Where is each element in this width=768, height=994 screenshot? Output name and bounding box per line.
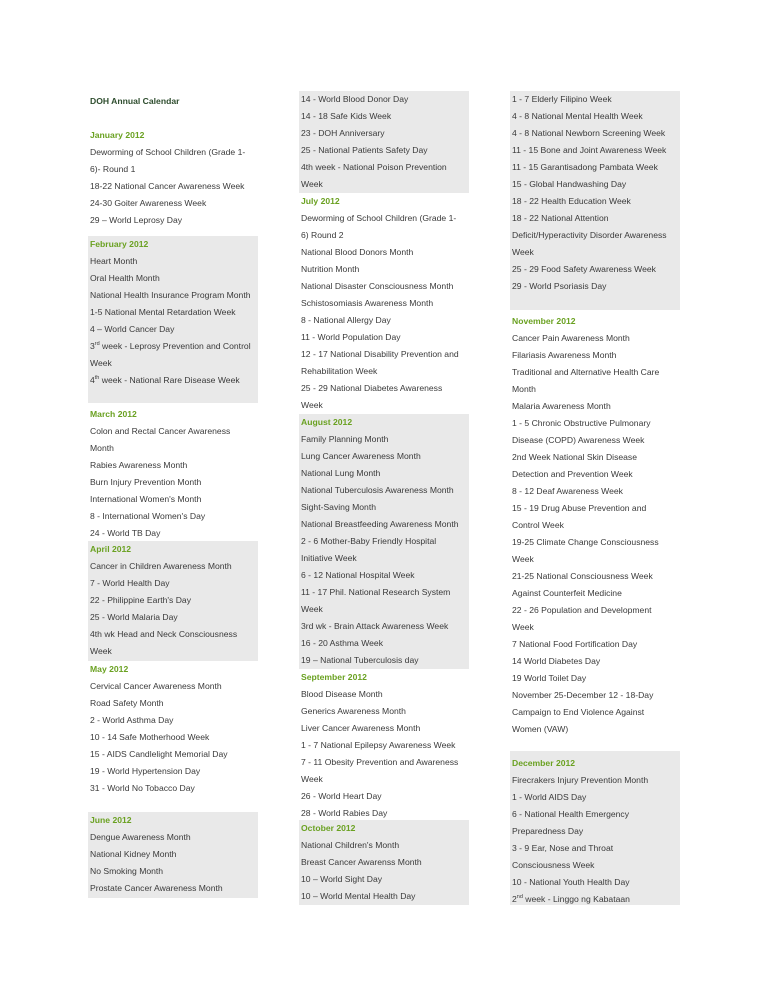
list-item: 10 - National Youth Health Day — [512, 877, 630, 887]
list-item: 29 – World Leprosy Day — [90, 215, 183, 225]
list-item: 26 - World Heart Day — [301, 791, 382, 801]
list-item: 1-5 National Mental Retardation Week — [90, 307, 236, 317]
list-item: Heart Month — [90, 256, 138, 266]
list-item: 19 World Toilet Day — [512, 673, 587, 683]
list-item: 12 - 17 National Disability Prevention and — [301, 349, 459, 359]
list-item: November 25-December 12 - 18-Day — [512, 690, 654, 700]
list-item: Week — [512, 554, 534, 564]
june-section — [88, 812, 258, 898]
month-heading-august: August 2012 — [301, 417, 353, 427]
list-item: National Blood Donors Month — [301, 247, 414, 257]
august-section — [299, 414, 469, 669]
october-section — [299, 820, 469, 905]
list-item: 11 - 17 Phil. National Research System — [301, 587, 451, 597]
list-item: Traditional and Alternative Health Care — [512, 367, 660, 377]
list-item: Breast Cancer Awarenss Month — [301, 857, 422, 867]
list-item: Week — [301, 400, 323, 410]
list-item: Consciousness Week — [512, 860, 595, 870]
list-item: 6) Round 2 — [301, 230, 344, 240]
list-item: 18 - 22 Health Education Week — [512, 196, 631, 206]
list-item: 18 - 22 National Attention — [512, 213, 609, 223]
list-item: 6 - National Health Emergency — [512, 809, 630, 819]
list-item: Deworming of School Children (Grade 1- — [90, 147, 246, 157]
list-item: Malaria Awareness Month — [512, 401, 611, 411]
list-item: Month — [512, 384, 536, 394]
list-item: 1 - World AIDS Day — [512, 792, 587, 802]
list-item: 23 - DOH Anniversary — [301, 128, 385, 138]
month-heading-june: June 2012 — [90, 815, 132, 825]
list-item: 18-22 National Cancer Awareness Week — [90, 181, 245, 191]
list-item: 6)- Round 1 — [90, 164, 136, 174]
list-item: 22 - 26 Population and Development — [512, 605, 652, 615]
list-item: 1 - 7 Elderly Filipino Week — [512, 94, 612, 104]
month-heading-february: February 2012 — [90, 239, 149, 249]
month-heading-may: May 2012 — [90, 664, 129, 674]
list-item: 15 - Global Handwashing Day — [512, 179, 627, 189]
list-item: 15 - 19 Drug Abuse Prevention and — [512, 503, 647, 513]
list-item: Week — [512, 622, 534, 632]
list-item: 15 - AIDS Candlelight Memorial Day — [90, 749, 228, 759]
list-item: 4th week - National Poison Prevention — [301, 162, 447, 172]
list-item: 2nd Week National Skin Disease — [512, 452, 637, 462]
list-item: Preparedness Day — [512, 826, 584, 836]
month-heading-november: November 2012 — [512, 316, 576, 326]
list-item: Week — [301, 179, 323, 189]
list-item: Generics Awareness Month — [301, 706, 406, 716]
list-item: Road Safety Month — [90, 698, 164, 708]
list-item: 25 - 29 Food Safety Awareness Week — [512, 264, 656, 274]
list-item: 1 - 7 National Epilepsy Awareness Week — [301, 740, 456, 750]
list-item: 21-25 National Consciousness Week — [512, 571, 653, 581]
december-section — [510, 751, 680, 905]
list-item: 3 - 9 Ear, Nose and Throat — [512, 843, 614, 853]
list-item: 19-25 Climate Change Consciousness — [512, 537, 659, 547]
list-item: Sight-Saving Month — [301, 502, 376, 512]
list-item: 22 - Philippine Earth's Day — [90, 595, 191, 605]
list-item: Blood Disease Month — [301, 689, 383, 699]
list-item: 1 - 5 Chronic Obstructive Pulmonary — [512, 418, 651, 428]
list-item: 25 - World Malaria Day — [90, 612, 178, 622]
month-heading-july: July 2012 — [301, 196, 340, 206]
list-item: 31 - World No Tobacco Day — [90, 783, 195, 793]
list-item: 4 - 8 National Newborn Screening Week — [512, 128, 666, 138]
list-item: 10 – World Mental Health Day — [301, 891, 416, 901]
february-section — [88, 236, 258, 403]
list-item: 4 – World Cancer Day — [90, 324, 175, 334]
list-item: 8 - National Allergy Day — [301, 315, 391, 325]
list-item: Lung Cancer Awareness Month — [301, 451, 421, 461]
list-item: 8 - 12 Deaf Awareness Week — [512, 486, 623, 496]
list-item: National Breastfeeding Awareness Month — [301, 519, 459, 529]
list-item: Against Counterfeit Medicine — [512, 588, 622, 598]
march-section — [88, 406, 258, 542]
list-item: 11 - 15 Bone and Joint Awareness Week — [512, 145, 667, 155]
january-section — [88, 93, 258, 229]
list-item: 3rd wk - Brain Attack Awareness Week — [301, 621, 449, 631]
month-heading-january: January 2012 — [90, 130, 145, 140]
list-item: Cervical Cancer Awareness Month — [90, 681, 222, 691]
list-item: National Lung Month — [301, 468, 381, 478]
list-item: Week — [90, 646, 112, 656]
list-item: National Health Insurance Program Month — [90, 290, 251, 300]
list-item: 7 - World Health Day — [90, 578, 170, 588]
list-item: 14 - 18 Safe Kids Week — [301, 111, 392, 121]
list-item: Deworming of School Children (Grade 1- — [301, 213, 457, 223]
list-item: Week — [90, 358, 112, 368]
list-item: Disease (COPD) Awareness Week — [512, 435, 645, 445]
list-item: 25 - National Patients Safety Day — [301, 145, 428, 155]
list-item: Rehabilitation Week — [301, 366, 378, 376]
october-continued-section — [510, 91, 680, 310]
list-item: 14 World Diabetes Day — [512, 656, 601, 666]
list-item: 19 – National Tuberculosis day — [301, 655, 419, 665]
list-item: Control Week — [512, 520, 564, 530]
list-item: National Kidney Month — [90, 849, 177, 859]
list-item: National Children's Month — [301, 840, 400, 850]
list-item: Rabies Awareness Month — [90, 460, 188, 470]
list-item: Cancer in Children Awareness Month — [90, 561, 232, 571]
list-item: 2nd week - Linggo ng Kabataan — [512, 894, 630, 904]
list-item: 10 – World Sight Day — [301, 874, 383, 884]
list-item: 14 - World Blood Donor Day — [301, 94, 409, 104]
list-item: Schistosomiasis Awareness Month — [301, 298, 434, 308]
list-item: Dengue Awareness Month — [90, 832, 191, 842]
list-item: Women (VAW) — [512, 724, 569, 734]
month-heading-march: March 2012 — [90, 409, 137, 419]
list-item: Nutrition Month — [301, 264, 360, 274]
document-title: DOH Annual Calendar — [90, 96, 180, 106]
list-item: 11 - World Population Day — [301, 332, 401, 342]
list-item: International Women's Month — [90, 494, 202, 504]
list-item: 11 - 15 Garantisadong Pambata Week — [512, 162, 658, 172]
list-item: 4th week - National Rare Disease Week — [90, 375, 240, 385]
list-item: Week — [301, 604, 323, 614]
list-item: Liver Cancer Awareness Month — [301, 723, 421, 733]
list-item: Month — [90, 443, 114, 453]
month-heading-april: April 2012 — [90, 544, 132, 554]
list-item: Initiative Week — [301, 553, 357, 563]
list-item: 28 - World Rabies Day — [301, 808, 388, 818]
may-section — [88, 661, 258, 797]
list-item: 7 National Food Fortification Day — [512, 639, 638, 649]
july-section — [299, 193, 469, 414]
april-section — [88, 541, 258, 661]
list-item: Deficit/Hyperactivity Disorder Awareness — [512, 230, 667, 240]
list-item: Filariasis Awareness Month — [512, 350, 617, 360]
list-item: 16 - 20 Asthma Week — [301, 638, 384, 648]
month-heading-september: September 2012 — [301, 672, 367, 682]
list-item: Week — [301, 774, 323, 784]
list-item: 24-30 Goiter Awareness Week — [90, 198, 207, 208]
list-item: 10 - 14 Safe Motherhood Week — [90, 732, 210, 742]
list-item: 3rd week - Leprosy Prevention and Control — [90, 341, 251, 351]
list-item: Week — [512, 247, 534, 257]
list-item: Campaign to End Violence Against — [512, 707, 645, 717]
list-item: National Tuberculosis Awareness Month — [301, 485, 454, 495]
list-item: 8 - International Women's Day — [90, 511, 206, 521]
list-item: 19 - World Hypertension Day — [90, 766, 201, 776]
list-item: 2 - World Asthma Day — [90, 715, 174, 725]
november-section — [510, 313, 680, 738]
list-item: Cancer Pain Awareness Month — [512, 333, 630, 343]
list-item: 4th wk Head and Neck Consciousness — [90, 629, 238, 639]
list-item: 6 - 12 National Hospital Week — [301, 570, 415, 580]
list-item: Detection and Prevention Week — [512, 469, 633, 479]
list-item: Burn Injury Prevention Month — [90, 477, 202, 487]
list-item: 7 - 11 Obesity Prevention and Awareness — [301, 757, 459, 767]
month-heading-december: December 2012 — [512, 758, 576, 768]
list-item: Colon and Rectal Cancer Awareness — [90, 426, 231, 436]
list-item: 4 - 8 National Mental Health Week — [512, 111, 643, 121]
list-item: No Smoking Month — [90, 866, 164, 876]
list-item: Prostate Cancer Awareness Month — [90, 883, 223, 893]
september-section — [299, 669, 469, 822]
list-item: 24 - World TB Day — [90, 528, 161, 538]
list-item: Family Planning Month — [301, 434, 389, 444]
list-item: Oral Health Month — [90, 273, 160, 283]
list-item: 29 - World Psoriasis Day — [512, 281, 607, 291]
june-continued-section — [299, 91, 469, 193]
list-item: Firecrakers Injury Prevention Month — [512, 775, 649, 785]
list-item: 2 - 6 Mother-Baby Friendly Hospital — [301, 536, 437, 546]
list-item: 25 - 29 National Diabetes Awareness — [301, 383, 443, 393]
month-heading-october: October 2012 — [301, 823, 356, 833]
list-item: National Disaster Consciousness Month — [301, 281, 454, 291]
